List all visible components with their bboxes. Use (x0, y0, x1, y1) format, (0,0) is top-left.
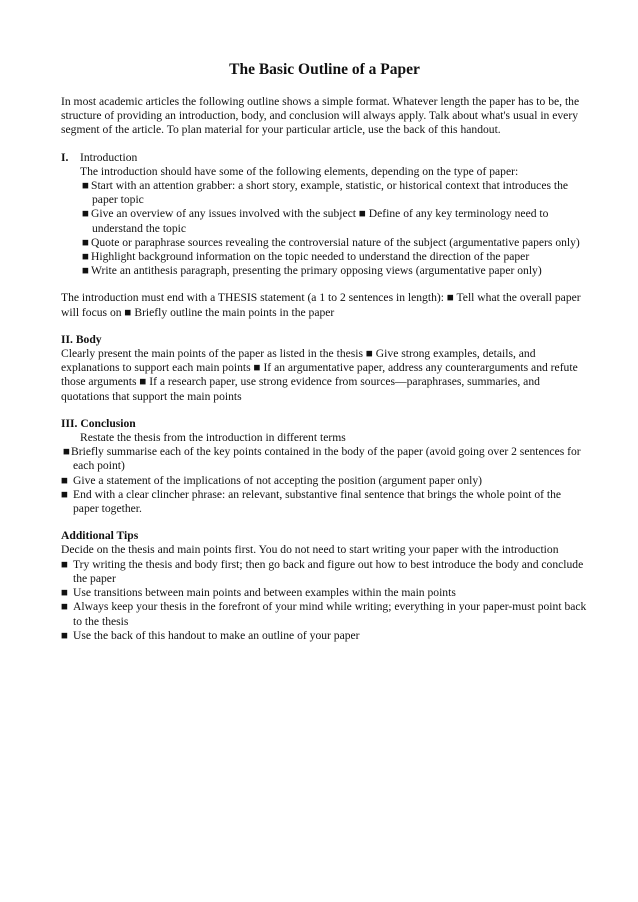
bullet-icon: ■ (82, 207, 90, 221)
section-heading: III. Conclusion (61, 416, 136, 430)
list-item-text: End with a clear clincher phrase: an relevant, substantive final sentence that brings the whole point of the paper together. (73, 487, 562, 516)
section-lead: Decide on the thesis and main points first. You do not need to start writing your paper with the introduction (61, 543, 559, 557)
list-item (61, 445, 588, 473)
bullet-icon: ■ (63, 445, 71, 459)
bullet-icon: ■ (61, 473, 69, 487)
section-heading: Additional Tips (61, 529, 139, 543)
list-item-text: Use transitions between main points and between examples within the main points (73, 586, 456, 600)
list-item (61, 236, 588, 250)
intro-paragraph: In most academic articles the following outline shows a simple format. Whatever length the paper has to be, the structure of providing an introduction, body, and conclusion will always apply. Talk about what's usual in every segment of the article. To plan material for your particular article, use the back of this handout. (61, 95, 580, 137)
list-item-text: Start with an attention grabber: a short story, example, statistic, or historical context that introduces the paper topic (91, 179, 569, 207)
list-item-text: Use the back of this handout to make an outline of your paper (73, 628, 360, 642)
list-item-text: Always keep your thesis in the forefront of your mind while writing; everything in your paper-must point back to the thesis (73, 600, 587, 628)
bullet-icon: ■ (61, 600, 69, 614)
section-introduction (61, 151, 588, 279)
list-item-text: Quote or paraphrase sources revealing the controversial nature of the subject (argumentative papers only) (91, 235, 580, 249)
section-conclusion (61, 417, 588, 516)
list-item (61, 264, 588, 278)
thesis-note: The introduction must end with a THESIS statement (a 1 to 2 sentences in length): ■ Tell what the overall paper will focus on ■ Briefly outline the main points in the paper (61, 291, 581, 319)
list-item-text: Briefly summarise each of the key points contained in the body of the paper (avoid going over 2 sentences for each point) (71, 445, 581, 473)
list-item-text: Highlight background information on the topic needed to understand the direction of the paper (91, 250, 530, 264)
bullet-icon: ■ (61, 628, 69, 642)
list-item (61, 488, 588, 516)
section-lead: Restate the thesis from the introduction in different terms (80, 431, 346, 445)
bullet-icon: ■ (61, 557, 69, 571)
section-lead: The introduction should have some of the following elements, depending on the type of paper: (80, 164, 519, 178)
list-item (61, 600, 588, 628)
bullet-icon: ■ (61, 487, 69, 501)
section-numeral: I. (61, 150, 69, 164)
section-body (61, 333, 588, 404)
list-item-text: Give a statement of the implications of not accepting the position (argument paper only) (73, 473, 482, 487)
list-item (61, 179, 588, 207)
list-item (61, 207, 588, 235)
section-heading-text: Introduction (80, 150, 138, 164)
section-heading (61, 151, 588, 165)
list-item (61, 586, 588, 600)
bullet-icon: ■ (82, 264, 90, 278)
list-item (61, 250, 588, 264)
list-item-text: Try writing the thesis and body first; then go back and figure out how to best introduce the body and conclude the paper (73, 557, 584, 585)
list-item (61, 629, 588, 643)
section-text: Clearly present the main points of the paper as listed in the thesis ■ Give strong examples, details, and explanations to support each main points ■ If an argumentative paper, address any counterarguments and refute those arguments ■ If a research paper, use strong evidence from sources—paraphrases, summaries, and quotations that support the main points (61, 347, 578, 403)
bullet-icon: ■ (82, 250, 90, 264)
list-item (61, 474, 588, 488)
page-title: The Basic Outline of a Paper (229, 61, 420, 78)
section-heading: II. Body (61, 332, 102, 346)
bullet-icon: ■ (82, 179, 90, 193)
bullet-icon: ■ (82, 235, 90, 249)
bullet-icon: ■ (61, 586, 69, 600)
section-additional-tips (61, 529, 588, 643)
list-item (61, 558, 588, 586)
list-item-text: Give an overview of any issues involved with the subject ■ Define of any key terminology need to understand the topic (91, 207, 549, 235)
list-item-text: Write an antithesis paragraph, presenting the primary opposing views (argumentative paper only) (91, 264, 542, 278)
